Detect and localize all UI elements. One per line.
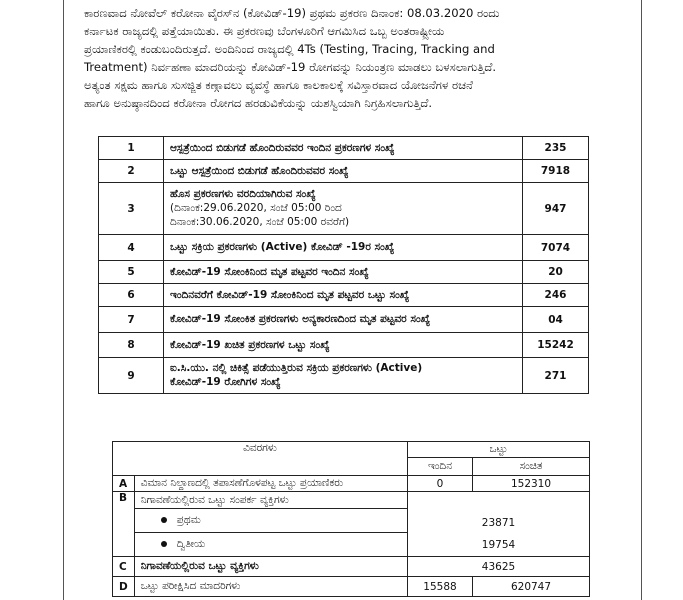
paragraph-line: ಕಾರಣವಾದ ನೋವೆಲ್ ಕರೋನಾ ವೈರಸ್‌ನ (ಕೋವಿಡ್-19) ಪ್ರಥಮ ಪ್ರಕರಣ ದಿನಾಂಕ: 08.03.2020 ರಂದು	[84, 6, 500, 20]
table-row	[99, 261, 589, 284]
row-letter: A	[113, 476, 135, 492]
primary-contacts-value: 23871	[481, 517, 516, 529]
row-number: 4	[99, 235, 164, 261]
row-value: 7918	[523, 160, 589, 183]
total-header: ಒಟ್ಟು	[408, 442, 590, 458]
row-number: 8	[99, 333, 164, 358]
table-row	[113, 476, 590, 492]
row-number: 6	[99, 284, 164, 307]
intro-paragraph	[84, 4, 632, 112]
summary-header-row	[113, 442, 590, 458]
row-number: 5	[99, 261, 164, 284]
row-description: ಕೋವಿಡ್-19 ಖಚಿತ ಪ್ರಕರಣಗಳ ಒಟ್ಟು ಸಂಖ್ಯೆ	[164, 333, 523, 358]
row-description: ಒಟ್ಟು ಸಕ್ರಿಯ ಪ್ರಕರಣಗಳು (Active) ಕೋವಿಡ್ -19ರ ಸಂಖ್ಯೆ	[164, 235, 523, 261]
row-number: 7	[99, 307, 164, 333]
row-value: 235	[523, 137, 589, 160]
row-description-cell	[164, 358, 523, 394]
cumulative-header: ಸಂಚಿತ	[473, 458, 590, 476]
table-row	[99, 235, 589, 261]
row-value: 7074	[523, 235, 589, 261]
row-description: ಆಸ್ಪತ್ರೆಯಿಂದ ಬಿಡುಗಡೆ ಹೊಂದಿರುವವರ ಇಂದಿನ ಪ್ರಕರಣಗಳ ಸಂಖ್ಯೆ	[164, 137, 523, 160]
bullet-icon	[161, 541, 167, 547]
paragraph-line: ಕರ್ನಾಟಕ ರಾಜ್ಯದಲ್ಲಿ ಪತ್ತೆಯಾಯಿತು. ಈ ಪ್ರಕರಣವು ಬೆಂಗಳೂರಿಗೆ ಆಗಮಿಸಿದ ಒಬ್ಬ ಅಂತರಾಷ್ಟ್ರೀಯ	[84, 24, 445, 38]
row-label: ವಿಮಾನ ನಿಲ್ದಾಣದಲ್ಲಿ ತಪಾಸಣೆಗೊಳಪಟ್ಟ ಒಟ್ಟು ಪ್ರಯಾಣಿಕರು	[134, 476, 407, 492]
row-cumulative: 152310	[473, 476, 590, 492]
row-description: ಹೊಸ ಪ್ರಕರಣಗಳು ವರದಿಯಾಗಿರುವ ಸಂಖ್ಯೆ	[170, 188, 316, 200]
row-today: 0	[408, 476, 473, 492]
table-row	[99, 137, 589, 160]
secondary-contacts-cell	[134, 533, 407, 557]
row-label: ಒಟ್ಟು ಪರೀಕ್ಷಿಸಿದ ಮಾದರಿಗಳು	[134, 577, 407, 597]
row-value: 43625	[408, 557, 590, 577]
paragraph-line: ಹಾಗೂ ಅನುಷ್ಠಾನದಿಂದ ಕರೋನಾ ರೋಗದ ಹರಡುವಿಕೆಯನ್ನು ಯಶಸ್ವಿಯಾಗಿ ನಿಗ್ರಹಿಸಲಾಗುತ್ತಿದೆ.	[84, 96, 433, 110]
contacts-values-cell	[408, 492, 590, 557]
details-header: ವಿವರಗಳು	[113, 442, 408, 476]
row-description: ಕೋವಿಡ್-19 ಸೋಂಕಿನಿಂದ ಮೃತ ಪಟ್ಟವರ ಇಂದಿನ ಸಂಖ್ಯೆ	[164, 261, 523, 284]
row-subtext: (ದಿನಾಂಕ:29.06.2020, ಸಂಜೆ 05:00 ರಿಂದ	[170, 202, 342, 214]
row-letter: B	[113, 492, 135, 557]
row-description: ಐ.ಸಿ.ಯು. ನಲ್ಲಿ ಚಿಕಿತ್ಸೆ ಪಡೆಯುತ್ತಿರುವ ಸಕ್ರಿಯ ಪ್ರಕರಣಗಳು (Active)	[170, 362, 423, 374]
row-letter: D	[113, 577, 135, 597]
row-subtext: ಕೋವಿಡ್-19 ರೋಗಿಗಳ ಸಂಖ್ಯೆ	[170, 376, 281, 388]
stats-table	[98, 136, 589, 394]
primary-contacts-label: ಪ್ರಥಮ	[176, 514, 201, 527]
row-label: ನಿಗಾವಣೆಯಲ್ಲಿರುವ ಒಟ್ಟು ವ್ಯಕ್ತಿಗಳು	[134, 557, 407, 577]
row-description: ಕೋವಿಡ್-19 ಸೋಂಕಿತ ಪ್ರಕರಣಗಳು ಅನ್ಯಕಾರಣದಿಂದ ಮೃತ ಪಟ್ಟವರ ಸಂಖ್ಯೆ	[164, 307, 523, 333]
row-value: 04	[523, 307, 589, 333]
row-number: 2	[99, 160, 164, 183]
row-value: 20	[523, 261, 589, 284]
table-row	[113, 492, 590, 509]
table-row	[99, 183, 589, 235]
table-row	[99, 284, 589, 307]
paragraph-line: Treatment) ನಿರ್ವಹಣಾ ಮಾದರಿಯನ್ನು ಕೋವಿಡ್-19 ರೋಗವನ್ನು ನಿಯಂತ್ರಣ ಮಾಡಲು ಬಳಸಲಾಗುತ್ತಿದೆ.	[84, 60, 497, 74]
page-border-left	[63, 0, 64, 600]
table-row	[99, 307, 589, 333]
row-letter: C	[113, 557, 135, 577]
summary-table	[112, 441, 590, 597]
bullet-icon	[161, 517, 167, 523]
page-border-right	[641, 0, 642, 600]
paragraph-line: ಅತ್ಯಂತ ಸಕ್ಷಮ ಹಾಗೂ ಸುಸಜ್ಜಿತ ಕಣ್ಗಾವಲು ವ್ಯವಸ್ಥೆ ಹಾಗೂ ಕಾಲಕಾಲಕ್ಕೆ ಸವಿಸ್ತಾರವಾದ ಯೋಜನೆಗಳ ರಚನೆ	[84, 78, 473, 92]
row-subtext: ದಿನಾಂಕ:30.06.2020, ಸಂಜೆ 05:00 ರವರೆಗೆ)	[170, 216, 350, 228]
table-row	[113, 577, 590, 597]
row-value: 271	[523, 358, 589, 394]
primary-contacts-cell	[134, 509, 407, 533]
row-number: 1	[99, 137, 164, 160]
secondary-contacts-value: 19754	[481, 539, 516, 551]
row-cumulative: 620747	[473, 577, 590, 597]
row-number: 9	[99, 358, 164, 394]
paragraph-line: ಪ್ರಯಾಣಿಕರಲ್ಲಿ ಕಂಡುಬಂದಿರುತ್ತದೆ. ಅಂದಿನಿಂದ ರಾಜ್ಯದಲ್ಲಿ 4Ts (Testing, Tracing, Tracking and	[84, 42, 495, 56]
table-row	[99, 358, 589, 394]
row-label: ನಿಗಾವಣೆಯಲ್ಲಿರುವ ಒಟ್ಟು ಸಂಪರ್ಕ ವ್ಯಕ್ತಿಗಳು	[134, 492, 407, 509]
row-value: 947	[523, 183, 589, 235]
row-number: 3	[99, 183, 164, 235]
row-description-cell	[164, 183, 523, 235]
table-row	[99, 160, 589, 183]
secondary-contacts-label: ದ್ವಿತೀಯ	[176, 538, 206, 551]
row-today: 15588	[408, 577, 473, 597]
row-description: ಒಟ್ಟು ಆಸ್ಪತ್ರೆಯಿಂದ ಬಿಡುಗಡೆ ಹೊಂದಿರುವವರ ಸಂಖ್ಯೆ	[164, 160, 523, 183]
today-header: ಇಂದಿನ	[408, 458, 473, 476]
row-description: ಇಂದಿನವರೆಗೆ ಕೋವಿಡ್-19 ಸೋಂಕಿನಿಂದ ಮೃತ ಪಟ್ಟವರ ಒಟ್ಟು ಸಂಖ್ಯೆ	[164, 284, 523, 307]
row-value: 246	[523, 284, 589, 307]
table-row	[99, 333, 589, 358]
table-row	[113, 557, 590, 577]
row-value: 15242	[523, 333, 589, 358]
